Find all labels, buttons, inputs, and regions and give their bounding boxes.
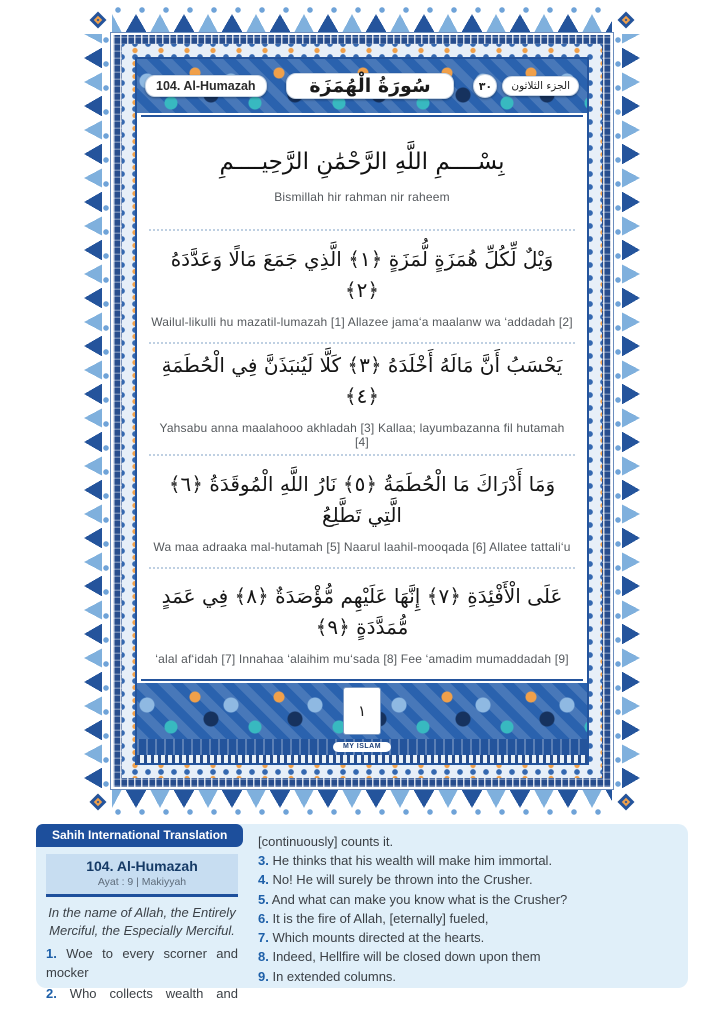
verse-number: 9.	[258, 968, 269, 984]
surah-name-arabic: سُورَةُ الْهُمَزَة	[286, 73, 453, 99]
verse-translation: No! He will surely be thrown into the Crusher.	[272, 872, 533, 888]
verse-translation: Which mounts directed at the hearts.	[272, 930, 485, 946]
frame-fringe-bottom-ornament	[112, 790, 612, 816]
floral-border-band	[122, 44, 602, 778]
verse-block	[149, 456, 575, 568]
bismillah-translation: In the name of Allah, the Entirely Merciful, the Especially Merciful.	[48, 905, 236, 938]
chevron-border-band	[113, 35, 611, 787]
verse-block	[149, 231, 575, 343]
decorative-frame	[84, 6, 640, 816]
juz-number-badge: ٣٠	[473, 74, 497, 98]
translation-right-column	[258, 830, 674, 984]
frame-border-box	[110, 32, 614, 790]
verse-translation: In extended columns.	[272, 968, 397, 984]
surah-header-band	[137, 59, 587, 113]
verses-area	[137, 117, 587, 679]
verse-arabic: يَحْسَبُ أَنَّ مَالَهُ أَخْلَدَهُ ﴿٣﴾ كَلَّا لَيُنبَذَنَّ فِي الْحُطَمَةِ ﴿٤﴾	[161, 352, 563, 408]
surah-number-label: 104. Al-Humazah	[145, 75, 267, 97]
verse-translation: It is the fire of Allah, [eternally] fueled,	[272, 910, 489, 926]
translation-surah-title: 104. Al-Humazah	[86, 858, 198, 874]
translation-item	[46, 985, 238, 1004]
bismillah-block	[149, 119, 575, 231]
translation-surah-title-box	[46, 854, 238, 897]
translation-tab: Sahih International Translation	[36, 824, 243, 847]
verse-number: 7.	[258, 930, 269, 946]
verse-block	[149, 344, 575, 456]
page-inner	[135, 57, 589, 765]
verse-number: 4.	[258, 872, 269, 888]
translation-item	[258, 890, 674, 909]
verse-transliteration: ‘alal af‘idah [7] Innahaa ‘alaihim mu‘sada [8] Fee ‘amadim mumaddadah [9]	[155, 652, 569, 667]
brand-logo: MY ISLAM	[333, 742, 391, 752]
footer-divider	[141, 679, 583, 681]
corner-ornament-bottom-left	[90, 794, 107, 811]
footer-ornament-band	[137, 683, 587, 739]
bismillah-arabic: بِسْــــمِ اللَّهِ الرَّحْمَٰنِ الرَّحِيــــمِ	[219, 148, 505, 175]
verse-translation: Indeed, Hellfire will be closed down upon them	[272, 949, 541, 965]
verse-number: 5.	[258, 891, 269, 907]
brand-strip	[137, 739, 587, 755]
verse-number: 1.	[46, 946, 57, 962]
verse-transliteration: Yahsabu anna maalahooo akhladah [3] Kallaa; layumbazanna fil hutamah [4]	[159, 420, 565, 449]
translation-surah-meta: Ayat : 9 | Makiyyah	[97, 876, 187, 888]
verse-transliteration: Wailul-likulli hu mazatil-lumazah [1] Allazee jama‘a maalanw wa ‘addadah [2]	[151, 315, 573, 330]
frame-fringe-left-ornament	[84, 34, 110, 788]
translation-continuation: [continuously] counts it.	[258, 834, 394, 849]
frame-fringe-right-ornament	[614, 34, 640, 788]
bismillah-transliteration: Bismillah hir rahman nir raheem	[274, 189, 450, 204]
translation-item	[258, 947, 674, 966]
translation-item	[258, 870, 674, 889]
corner-ornament-top-left	[90, 12, 107, 29]
verse-number: 2.	[46, 985, 57, 1001]
translation-panel	[36, 824, 688, 1001]
juz-info	[473, 74, 579, 98]
verse-number: 6.	[258, 910, 269, 926]
verse-number: 8.	[258, 949, 269, 965]
corner-ornament-bottom-right	[618, 794, 635, 811]
translation-item	[258, 967, 674, 986]
frame-fringe-top-ornament	[112, 6, 612, 32]
verse-arabic: وَيْلٌ لِّكُلِّ هُمَزَةٍ لُّمَزَةٍ ﴿١﴾ الَّذِي جَمَعَ مَالًا وَعَدَّدَهُ ﴿٢﴾	[170, 247, 554, 303]
translation-item	[46, 945, 238, 983]
verse-arabic: وَمَا أَدْرَاكَ مَا الْحُطَمَةُ ﴿٥﴾ نَارُ اللَّهِ الْمُوقَدَةُ ﴿٦﴾ الَّتِي تَطَّلِعُ	[168, 471, 556, 527]
page-number-box: ١	[343, 687, 381, 735]
translation-left-column	[46, 830, 238, 1001]
verse-translation: Woe to every scorner and mocker	[46, 946, 238, 980]
verse-translation: And what can make you know what is the Crusher?	[271, 891, 568, 907]
verse-translation: He thinks that his wealth will make him immortal.	[272, 853, 553, 869]
translation-item	[258, 851, 674, 870]
bottom-chevron-strip	[137, 755, 587, 763]
translation-item	[258, 909, 674, 928]
verse-block	[149, 569, 575, 679]
verse-arabic: عَلَى الْأَفْئِدَةِ ﴿٧﴾ إِنَّهَا عَلَيْهِم مُّؤْصَدَةٌ ﴿٨﴾ فِي عَمَدٍ مُّمَدَّدَةٍ ﴿٩﴾	[161, 584, 563, 640]
juz-label-arabic: الجزء الثلاثون	[502, 76, 579, 96]
verse-translation: Who collects wealth and	[69, 985, 238, 1001]
verse-transliteration: Wa maa adraaka mal-hutamah [5] Naarul laahil-mooqada [6] Allatee tattali‘u	[153, 539, 571, 554]
corner-ornament-top-right	[618, 12, 635, 29]
verse-number: 3.	[258, 853, 269, 869]
translation-item	[258, 928, 674, 947]
translation-columns	[36, 824, 688, 1001]
